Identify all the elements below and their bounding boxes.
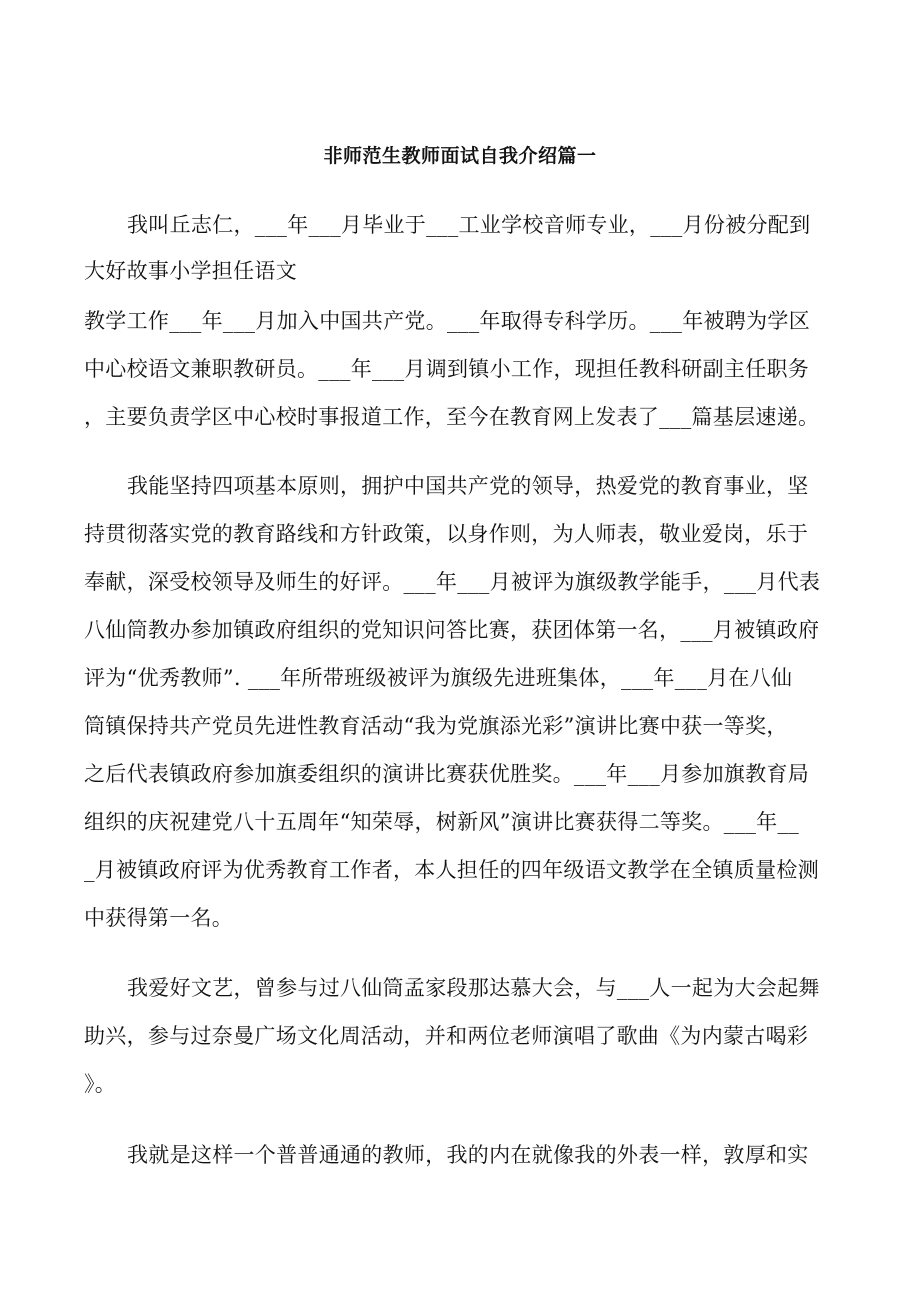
paragraph-2-line-2: 持贯彻落实党的教育路线和方针政策，以身作则，为人师表，敬业爱岗，乐于	[84, 522, 809, 546]
paragraph-2-line-3: 奉献，深受校领导及师生的好评。___年___月被评为旗级教学能手，___月代表	[84, 570, 821, 594]
paragraph-4-line-1: 我就是这样一个普普通通的教师，我的内在就像我的外表一样，敦厚和实	[127, 1143, 809, 1167]
paragraph-2-line-5: 评为“优秀教师”. ___年所带班级被评为旗级先进班集体，___年___月在八仙	[84, 666, 793, 690]
paragraph-1-line-5: ，主要负责学区中心校时事报道工作，至今在教育网上发表了___篇基层速递。	[84, 405, 820, 429]
paragraph-2-line-7: 之后代表镇政府参加旗委组织的演讲比赛获优胜奖。___年___月参加旗教育局	[84, 762, 810, 786]
paragraph-2-line-9: _月被镇政府评为优秀教育工作者，本人担任的四年级语文教学在全镇质量检测	[84, 858, 819, 882]
document-title: 非师范生教师面试自我介绍篇一	[323, 145, 597, 167]
paragraph-2-line-6: 筒镇保持共产党员先进性教育活动“我为党旗添光彩”演讲比赛中获一等奖，	[84, 714, 788, 738]
paragraph-1-line-4: 中心校语文兼职教研员。___年___月调到镇小工作，现担任教科研副主任职务	[84, 357, 810, 381]
paragraph-2-line-1: 我能坚持四项基本原则，拥护中国共产党的领导，热爱党的教育事业，坚	[127, 474, 809, 498]
paragraph-3-line-2: 助兴，参与过奈曼广场文化周活动，并和两位老师演唱了歌曲《为内蒙古喝彩	[84, 1024, 809, 1048]
paragraph-1-line-1: 我叫丘志仁，___年___月毕业于___工业学校音师专业，___月份被分配到	[127, 213, 811, 237]
paragraph-2-line-8: 组织的庆祝建党八十五周年“知荣辱，树新风”演讲比赛获得二等奖。___年__	[84, 810, 800, 834]
paragraph-1-line-3: 教学工作___年___月加入中国共产党。___年取得专科学历。___年被聘为学区	[84, 309, 810, 333]
paragraph-3-line-1: 我爱好文艺，曾参与过八仙筒孟家段那达慕大会，与___人一起为大会起舞	[127, 976, 820, 1000]
paragraph-3-line-3: 》。	[84, 1072, 117, 1096]
paragraph-2-line-10: 中获得第一名。	[84, 906, 234, 930]
paragraph-2-line-4: 八仙筒教办参加镇政府组织的党知识问答比赛，获团体第一名，___月被镇政府	[84, 618, 820, 642]
paragraph-1-line-2: 大好故事小学担任语文	[84, 259, 297, 283]
